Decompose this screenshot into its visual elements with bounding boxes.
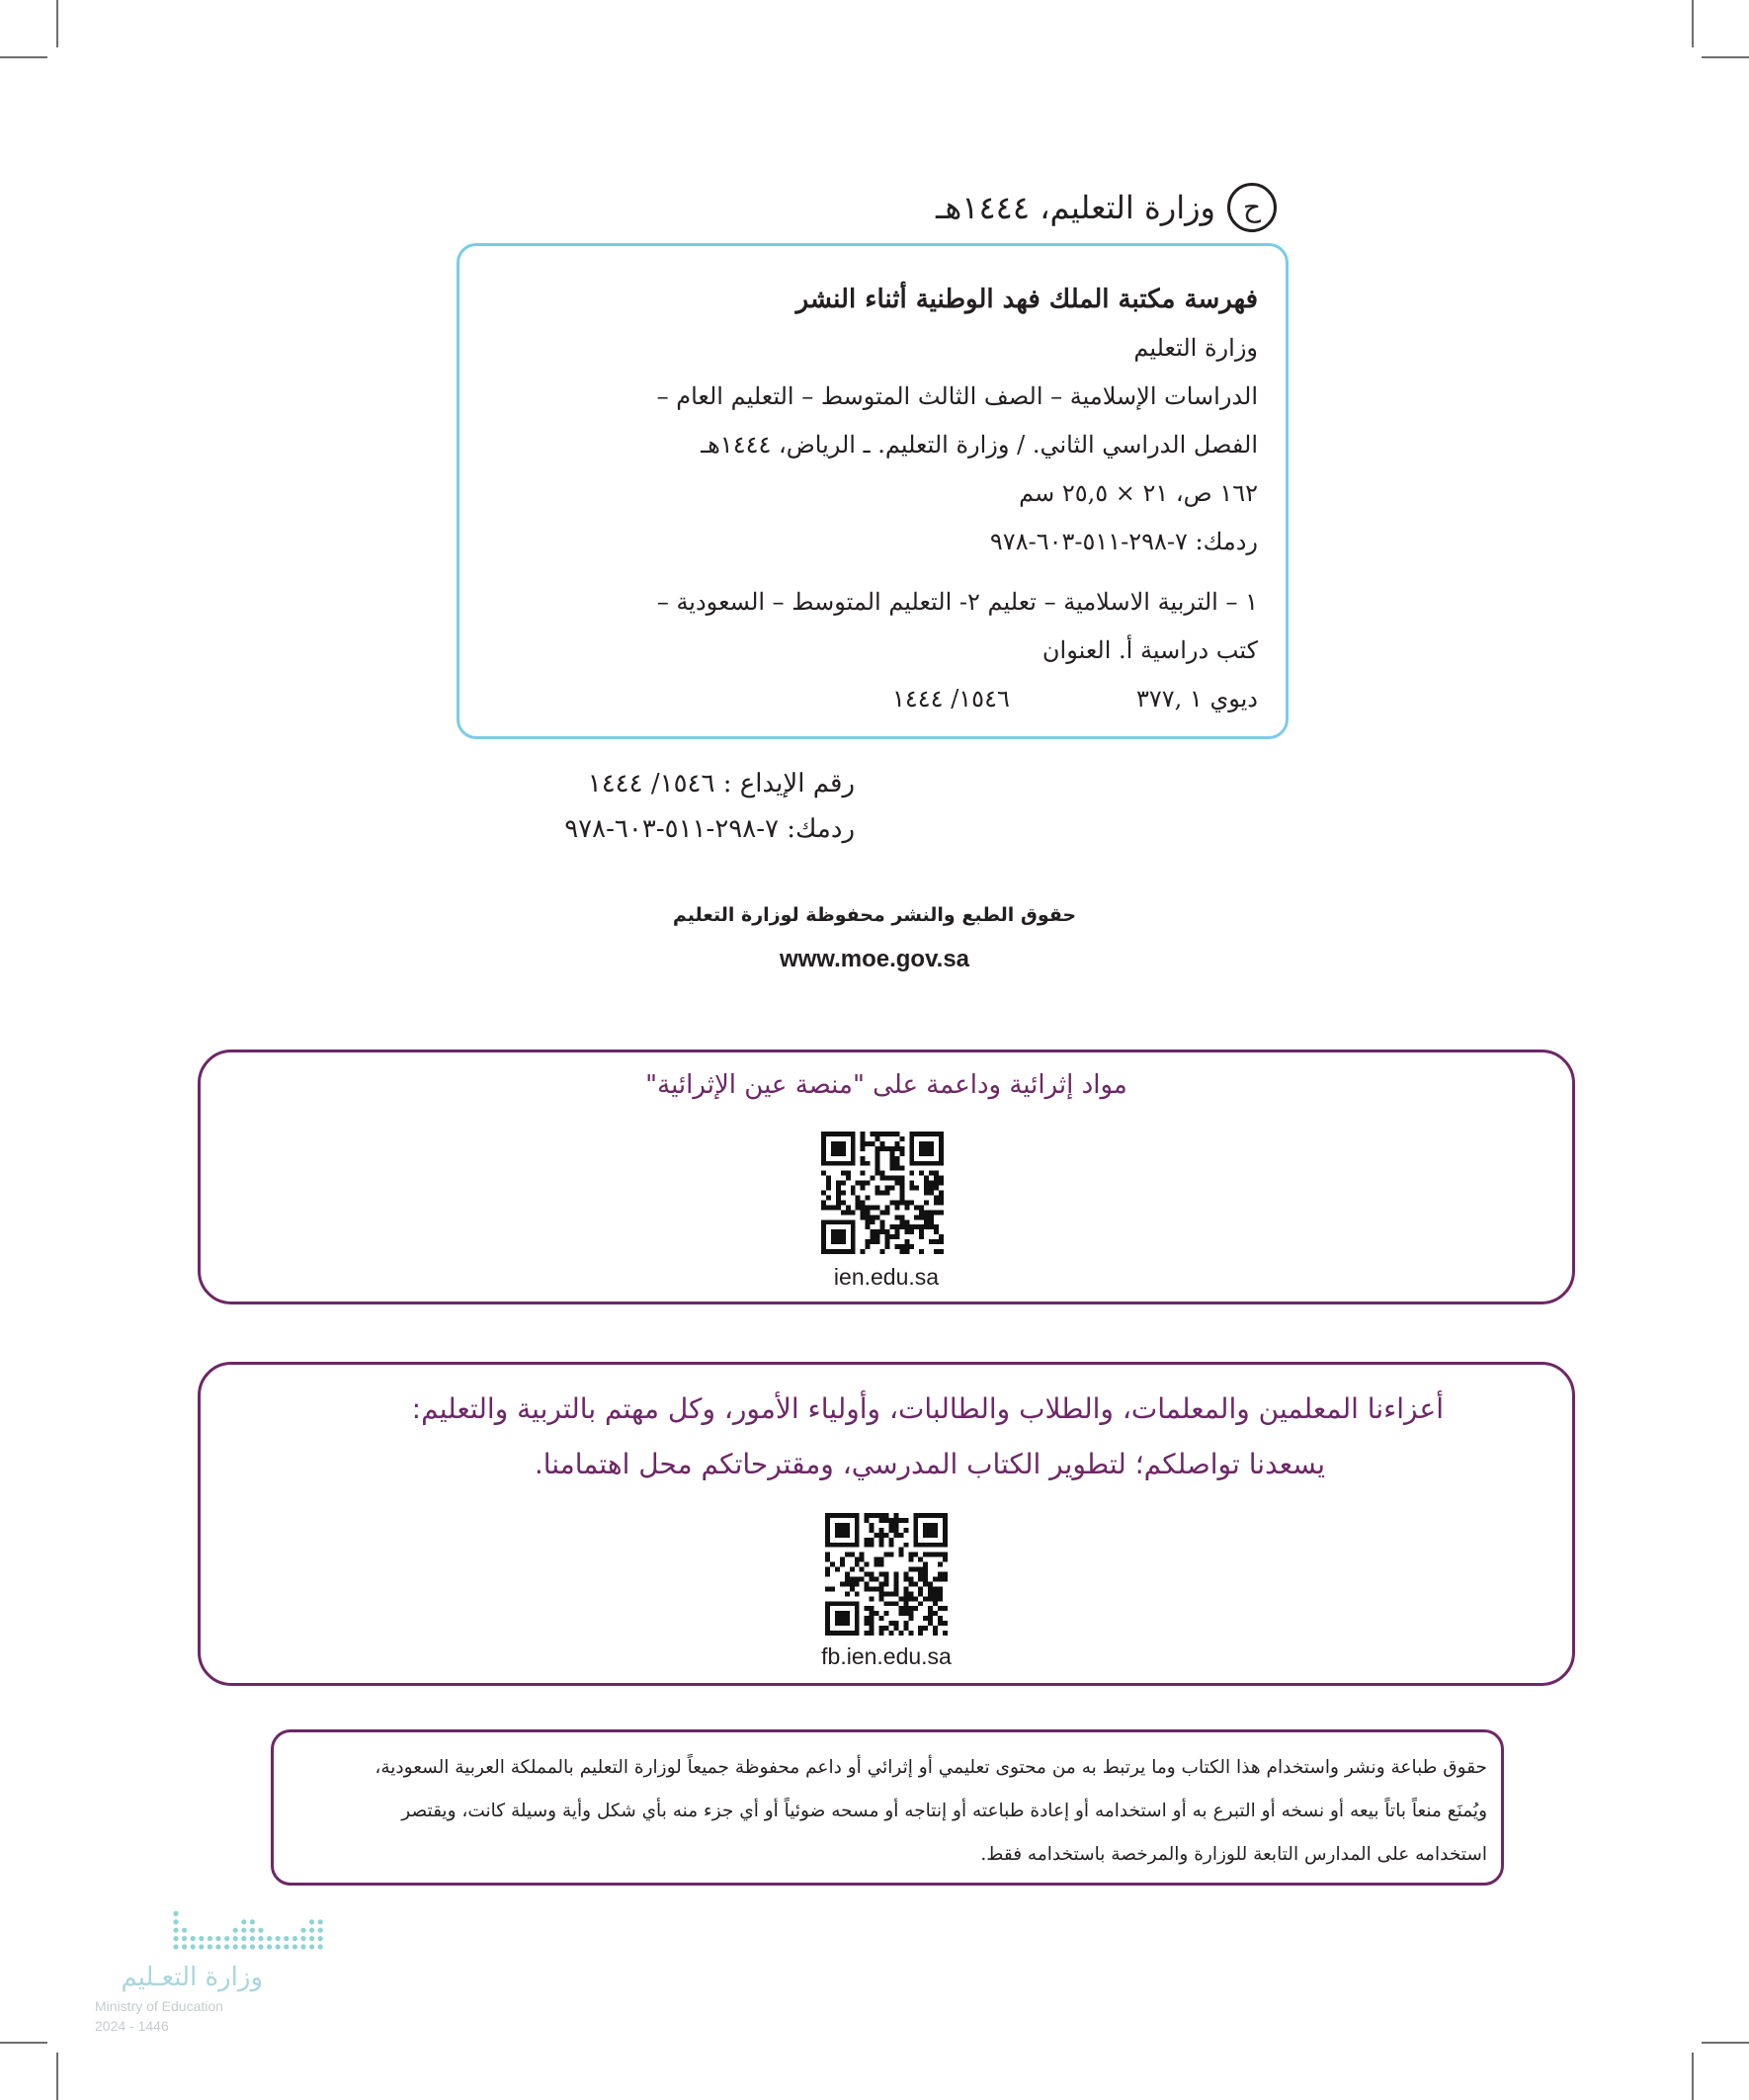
copyright-mark: ح [1227,183,1277,232]
logo-arabic: وزارة التعـليم [121,1963,263,1992]
catalog-line: الفصل الدراسي الثاني. / وزارة التعليم. ـ الرياض، ١٤٤٤هـ [701,431,1258,459]
crop-mark [56,2053,58,2100]
deposit-info [341,761,855,852]
catalog-subjects: ١ – التربية الاسلامية – تعليم ٢- التعليم المتوسط – السعودية – [656,588,1258,616]
ien-link[interactable]: ien.edu.sa [833,1264,940,1290]
rights-statement: حقوق الطبع والنشر محفوظة لوزارة التعليم [672,904,1077,926]
crop-mark [1692,2053,1694,2100]
publisher-text: وزارة التعليم، ١٤٤٤هـ [936,189,1215,226]
feedback-line: يسعدنا تواصلكم؛ لتطوير الكتاب المدرسي، ومقترحاتكم محل اهتمامنا. [534,1448,1325,1480]
crop-mark [56,0,58,47]
catalog-title: فهرسة مكتبة الملك فهد الوطنية أثناء النشر [795,285,1258,314]
ien-heading: مواد إثرائية وداعمة على "منصة عين الإثرائية" [645,1070,1127,1100]
logo-english: Ministry of Education [95,1998,223,2014]
catalog-author: وزارة التعليم [1133,334,1258,362]
catalog-line: الدراسات الإسلامية – الصف الثالث المتوسط – التعليم العام – [656,382,1258,410]
deposit-number: رقم الإيداع : ١٥٤٦/ ١٤٤٤ [587,769,855,798]
logo-dots-icon [170,1899,328,1955]
legal-notice [271,1729,1504,1886]
qr-code-icon[interactable] [821,1132,944,1254]
feedback-line: أعزاءنا المعلمين والمعلمات، والطلاب والطالبات، وأولياء الأمور، وكل مهتم بالتربية والتعليم: [411,1392,1444,1425]
deposit-isbn: ردمك: ٧-٢٩٨-٥١١-٦٠٣-٩٧٨ [564,814,855,844]
legal-line: استخدامه على المدارس التابعة للوزارة والمرخصة باستخدامه فقط. [980,1844,1487,1865]
feedback-box [198,1362,1575,1686]
crop-mark [0,2042,47,2044]
catalog-line: ١٦٢ ص، ٢١ × ٢٥,٥ سم [1019,479,1258,507]
crop-mark [1692,0,1694,47]
catalog-classification [487,675,1258,723]
catalog-deposit: ١٥٤٦/ ١٤٤٤ [892,685,1010,713]
publisher-line [723,178,1277,237]
logo-year: 2024 - 1446 [95,2018,169,2034]
catalog-card [457,243,1289,739]
catalog-isbn: ردمك: ٧-٢٩٨-٥١١-٦٠٣-٩٧٨ [989,528,1258,555]
crop-mark [1702,56,1749,58]
ien-platform-box [198,1050,1575,1304]
ministry-logo [95,1899,332,2038]
legal-line: ويُمنَع منعاً باتاً بيعه أو نسخه أو التبرع به أو استخدامه أو إعادة طباعته أو إنتاجه أو مسحه ضوئياً أو أي جزء منه بأي شكل وأية وسيلة كانت، ويقتصر [401,1801,1487,1821]
crop-mark [0,56,47,58]
crop-mark [1702,2042,1749,2044]
catalog-subjects: كتب دراسية أ. العنوان [1041,636,1258,664]
catalog-dewey: ديوي ١ ,٣٧٧ [1135,685,1258,713]
qr-code-icon[interactable] [825,1513,948,1636]
ministry-url[interactable]: www.moe.gov.sa [779,946,970,972]
legal-line: حقوق طباعة ونشر واستخدام هذا الكتاب وما يرتبط به من محتوى تعليمي أو إثرائي أو داعم محفوظة جميعاً لوزارة التعليم بالمملكة العربية السعودية، [375,1757,1487,1778]
feedback-link[interactable]: fb.ien.edu.sa [821,1643,952,1669]
